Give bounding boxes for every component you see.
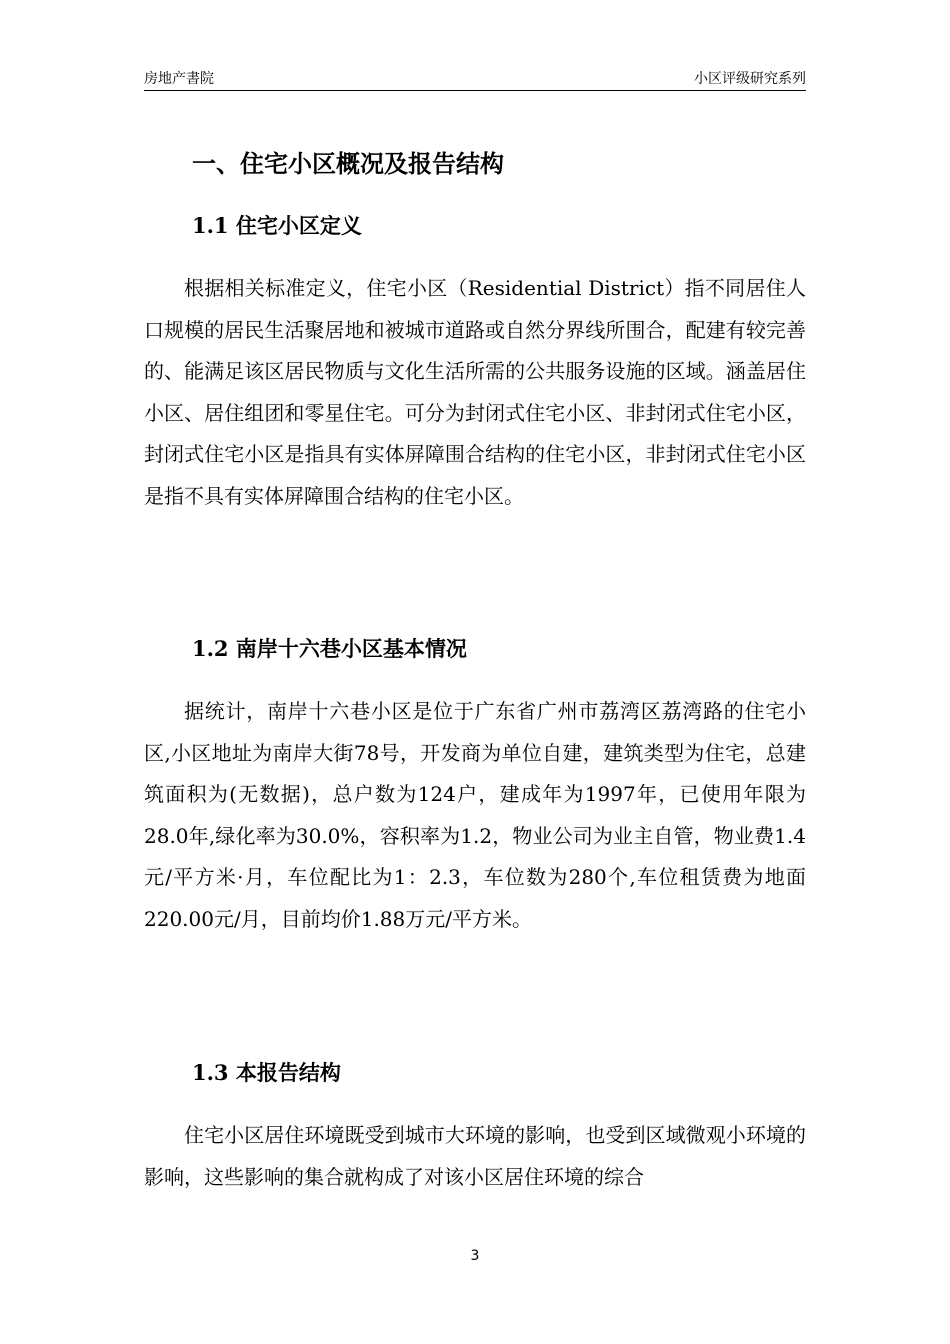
section-title-1-1: 1.1 住宅小区定义 [192, 213, 362, 238]
page-header [144, 64, 806, 91]
header-publisher: 房地产書院 [144, 71, 214, 87]
section-1-2-paragraph: 据统计，南岸十六巷小区是位于广东省广州市荔湾区荔湾路的住宅小区,小区地址为南岸大街78号，开发商为单位自建，建筑类型为住宅，总建筑面积为(无数据)，总户数为124户，建成年为1997年，已使用年限为28.0年,绿化率为30.0%，容积率为1.2，物业公司为业主自管，物业费1.4元/平方米·月，车位配比为1：2.3，车位数为280个,车位租赁费为地面220.00元/月，目前均价1.88万元/平方米。 [144, 699, 806, 931]
section-title-1-3: 1.3 本报告结构 [192, 1060, 341, 1085]
page-number: 3 [470, 1248, 480, 1264]
section-1-3-paragraph: 住宅小区居住环境既受到城市大环境的影响，也受到区域微观小环境的影响，这些影响的集合就构成了对该小区居住环境的综合 [144, 1123, 806, 1189]
header-series-title: 小区评级研究系列 [694, 71, 806, 87]
chapter-title: 一、住宅小区概况及报告结构 [192, 149, 504, 178]
section-1-1-paragraph: 根据相关标准定义，住宅小区（Residential District）指不同居住人口规模的居民生活聚居地和被城市道路或自然分界线所围合，配建有较完善的、能满足该区居民物质与文化生活所需的公共服务设施的区域。涵盖居住小区、居住组团和零星住宅。可分为封闭式住宅小区、非封闭式住宅小区，封闭式住宅小区是指具有实体屏障围合结构的住宅小区，非封闭式住宅小区是指不具有实体屏障围合结构的住宅小区。 [144, 276, 806, 508]
section-title-1-2: 1.2 南岸十六巷小区基本情况 [192, 636, 467, 661]
